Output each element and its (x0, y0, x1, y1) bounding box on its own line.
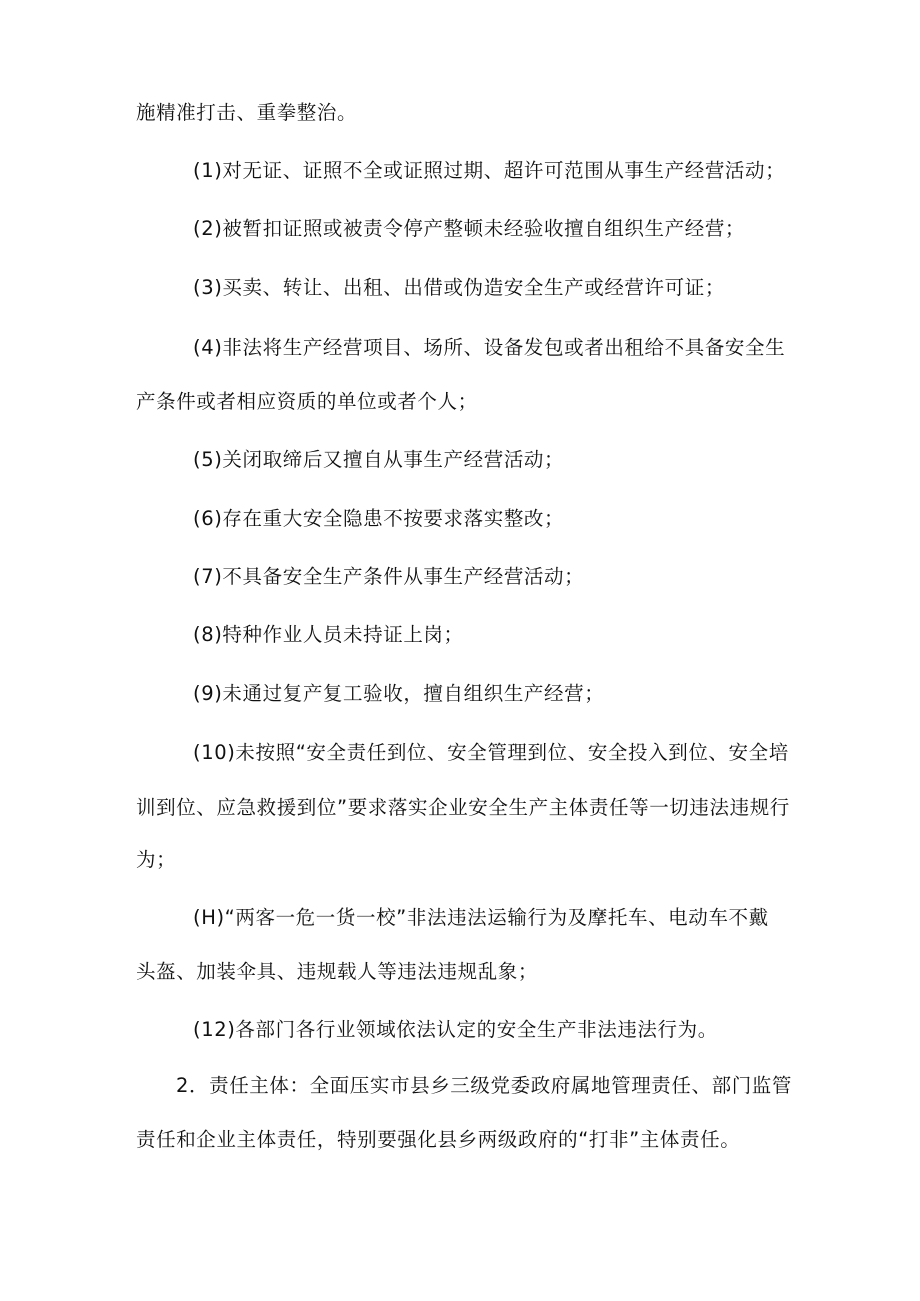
list-item-7: (7)不具备安全生产条件从事生产经营活动； (193, 565, 585, 588)
list-item-4-continuation: 产条件或者相应资质的单位或者个人； (136, 390, 478, 413)
list-item-11-continuation: 头盔、加装伞具、违规载人等违法违规乱象； (136, 960, 539, 983)
list-item-12: (12)各部门各行业领域依法认定的安全生产非法违法行为。 (193, 1018, 718, 1041)
list-item-3: (3)买卖、转让、出租、出借或伪造安全生产或经营许可证； (193, 276, 725, 299)
list-item-2: (2)被暂扣证照或被责令停产整顿未经验收擅自组织生产经营； (193, 217, 746, 240)
paragraph-line: 施精准打击、重拳整治。 (136, 101, 358, 124)
list-item-8: (8)特种作业人员未持证上岗； (193, 623, 464, 646)
list-item-9: (9)未通过复产复工验收，擅自组织生产经营； (193, 682, 605, 705)
list-item-10: (10)未按照“安全责任到位、安全管理到位、安全投入到位、安全培 (193, 741, 789, 764)
section-paragraph-continuation: 责任和企业主体责任，特别要强化县乡两级政府的“打非”主体责任。 (136, 1128, 741, 1151)
list-item-5: (5)关闭取缔后又擅自从事生产经营活动； (193, 448, 565, 471)
list-item-10-continuation: 训到位、应急救援到位”要求落实企业安全生产主体责任等一切违法违规行 (136, 796, 790, 819)
list-item-6: (6)存在重大安全隐患不按要求落实整改； (193, 507, 565, 530)
section-paragraph: 2．责任主体：全面压实市县乡三级党委政府属地管理责任、部门监管 (176, 1074, 793, 1097)
list-item-1: (1)对无证、证照不全或证照过期、超许可范围从事生产经营活动； (193, 159, 786, 182)
list-item-10-continuation: 为； (136, 848, 177, 871)
list-item-11: (H)“两客一危一货一校”非法违法运输行为及摩托车、电动车不戴 (193, 906, 769, 929)
list-item-4: (4)非法将生产经营项目、场所、设备发包或者出租给不具备安全生 (193, 336, 786, 359)
